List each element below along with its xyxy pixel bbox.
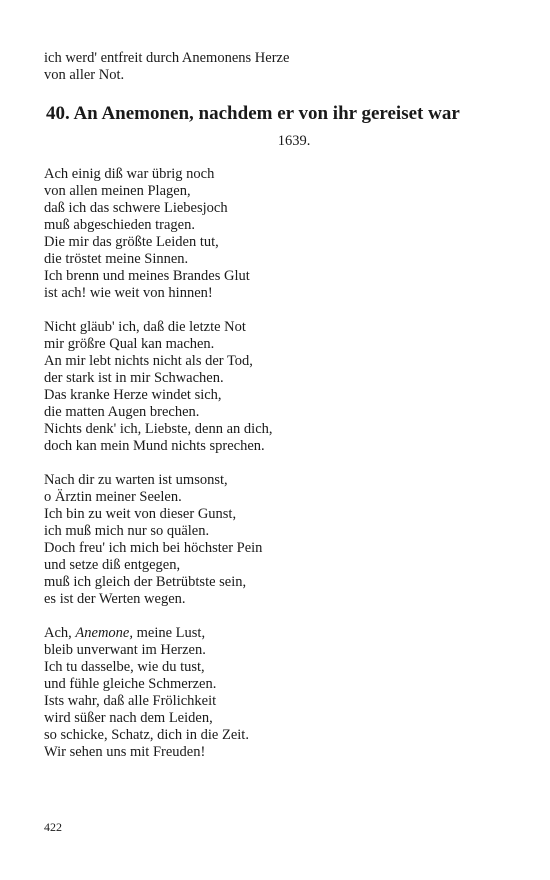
verse-line: von allen meinen Plagen, xyxy=(44,183,191,199)
verse-line: und fühle gleiche Schmerzen. xyxy=(44,676,217,692)
stanza-2 xyxy=(44,319,514,455)
stanza-4 xyxy=(44,625,514,761)
verse-line: Ich tu dasselbe, wie du tust, xyxy=(44,659,205,675)
verse-line: Nichts denk' ich, Liebste, denn an dich, xyxy=(44,421,273,437)
verse-line: doch kan mein Mund nichts sprechen. xyxy=(44,438,265,454)
italic-name: Anemone, xyxy=(75,625,133,641)
stanza-1 xyxy=(44,166,514,302)
verse-line: daß ich das schwere Liebesjoch xyxy=(44,200,228,216)
intro-lines xyxy=(44,50,514,84)
verse-line: es ist der Werten wegen. xyxy=(44,591,186,607)
poem-title: 40. An Anemonen, nachdem er von ihr gereiset war xyxy=(46,103,460,124)
stanza-3 xyxy=(44,472,514,608)
verse-line: ich muß mich nur so quälen. xyxy=(44,523,210,539)
verse-line: An mir lebt nichts nicht als der Tod, xyxy=(44,353,253,369)
verse-line: die matten Augen brechen. xyxy=(44,404,200,420)
verse-line: so schicke, Schatz, dich in die Zeit. xyxy=(44,727,249,743)
page-body xyxy=(44,50,514,778)
verse-line: die tröstet meine Sinnen. xyxy=(44,251,189,267)
verse-line: o Ärztin meiner Seelen. xyxy=(44,489,182,505)
verse-line: muß ich gleich der Betrübtste sein, xyxy=(44,574,247,590)
verse-text: Ach, xyxy=(44,625,76,641)
intro-line: von aller Not. xyxy=(44,67,125,83)
verse-line: muß abgeschieden tragen. xyxy=(44,217,195,233)
verse-line: Ists wahr, daß alle Frölichkeit xyxy=(44,693,217,709)
verse-line: Wir sehen uns mit Freuden! xyxy=(44,744,206,760)
verse-line: ist ach! wie weit von hinnen! xyxy=(44,285,213,301)
verse-line: Das kranke Herze windet sich, xyxy=(44,387,222,403)
verse-line: Nach dir zu warten ist umsonst, xyxy=(44,472,228,488)
verse-line: bleib unverwant im Herzen. xyxy=(44,642,206,658)
poem-year: 1639. xyxy=(277,133,311,149)
verse-line: Ach einig diß war übrig noch xyxy=(44,166,215,182)
verse-line xyxy=(44,625,514,642)
intro-line: ich werd' entfreit durch Anemonens Herze xyxy=(44,50,290,66)
verse-line: und setze diß entgegen, xyxy=(44,557,181,573)
verse-line: der stark ist in mir Schwachen. xyxy=(44,370,224,386)
verse-text: meine Lust, xyxy=(133,625,206,641)
verse-line: wird süßer nach dem Leiden, xyxy=(44,710,213,726)
verse-line: Die mir das größte Leiden tut, xyxy=(44,234,219,250)
verse-line: Ich bin zu weit von dieser Gunst, xyxy=(44,506,237,522)
page-number: 422 xyxy=(44,820,62,834)
verse-line: mir größre Qual kan machen. xyxy=(44,336,215,352)
verse-line: Nicht gläub' ich, daß die letzte Not xyxy=(44,319,246,335)
verse-line: Doch freu' ich mich bei höchster Pein xyxy=(44,540,263,556)
verse-line: Ich brenn und meines Brandes Glut xyxy=(44,268,250,284)
